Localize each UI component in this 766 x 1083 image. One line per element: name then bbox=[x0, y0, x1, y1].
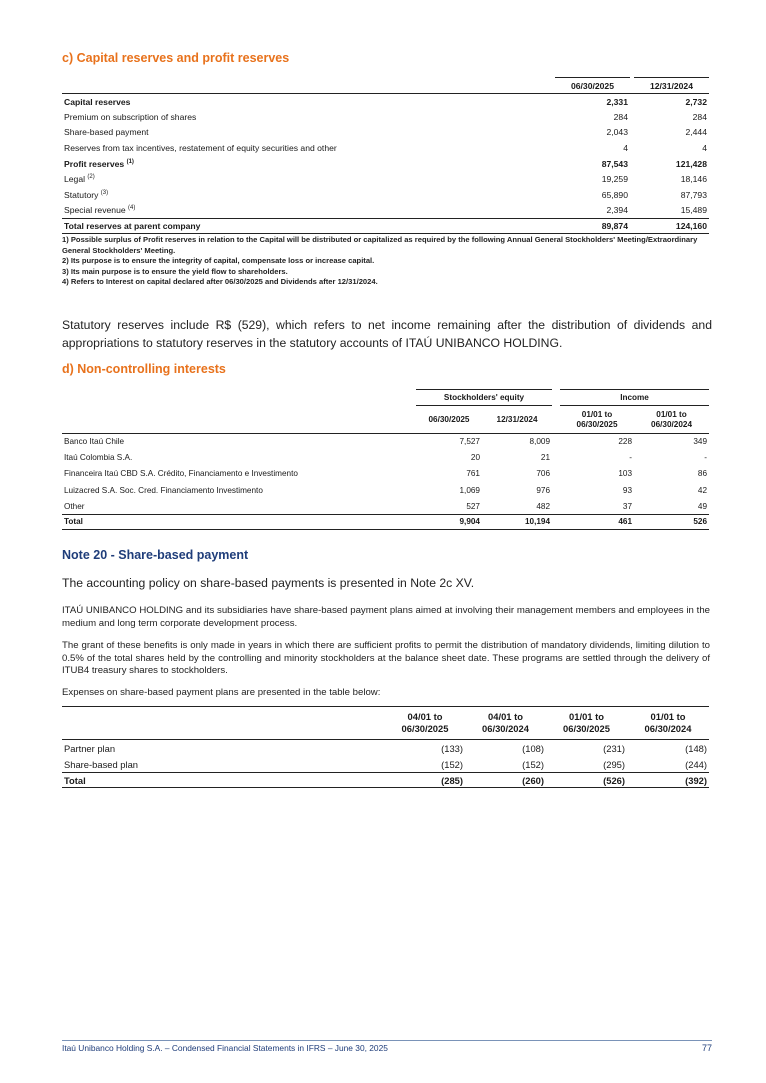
page-number: 77 bbox=[701, 1043, 712, 1053]
row-value: 87,793 bbox=[680, 189, 707, 200]
table-row bbox=[62, 203, 709, 219]
row-value: 761 bbox=[466, 469, 480, 479]
row-value: 2,043 bbox=[606, 127, 628, 138]
row-value: (133) bbox=[441, 742, 463, 754]
footnote-ref: (2) bbox=[87, 174, 95, 181]
col-header: 01/01 to 06/30/2025 bbox=[546, 707, 627, 740]
row-value: 20 bbox=[470, 453, 480, 463]
row-label: Share-based payment bbox=[64, 127, 149, 138]
row-value: 49 bbox=[697, 501, 708, 511]
row-label: Share-based plan bbox=[64, 758, 139, 770]
row-value: 93 bbox=[622, 485, 633, 495]
row-value: 976 bbox=[536, 485, 551, 495]
row-value: 86 bbox=[697, 469, 708, 479]
row-value: 7,527 bbox=[416, 434, 482, 450]
row-label-cell bbox=[62, 187, 552, 203]
col-header: 01/01 to 06/30/2024 bbox=[627, 707, 709, 740]
row-value: 1,069 bbox=[459, 485, 480, 495]
row-value: - bbox=[704, 453, 708, 463]
note-20-title: Note 20 - Share-based payment bbox=[62, 548, 249, 562]
row-label: Financeira Itaú CBD S.A. Crédito, Financiamento e Investimento bbox=[64, 469, 298, 479]
table-row bbox=[62, 109, 709, 125]
total-value: 10,194 bbox=[482, 514, 552, 529]
row-label: Statutory bbox=[64, 189, 99, 200]
col-header: 12/31/2024 bbox=[496, 414, 538, 424]
group-header: Income bbox=[560, 390, 709, 406]
note-20-paragraph-3: Expenses on share-based payment plans are presented in the table below: bbox=[62, 687, 381, 698]
total-value: (260) bbox=[465, 773, 546, 788]
row-label-cell bbox=[62, 171, 552, 187]
footnote-ref: (4) bbox=[128, 205, 136, 212]
row-label: Luizacred S.A. Soc. Cred. Financiamento Investimento bbox=[64, 485, 263, 495]
row-label: Legal bbox=[64, 174, 86, 185]
row-value: 103 bbox=[618, 469, 633, 479]
row-value: 121,428 bbox=[675, 158, 707, 169]
footer-text: Itaú Unibanco Holding S.A. – Condensed Financial Statements in IFRS – June 30, 2025 bbox=[62, 1043, 388, 1053]
total-row bbox=[62, 218, 709, 234]
table-row bbox=[62, 740, 709, 757]
note-20-paragraph-1: ITAÚ UNIBANCO HOLDING and its subsidiaries have share-based payment plans aimed at involving their management members and employees in the medium and long term corporate development process. bbox=[62, 605, 710, 629]
table-row bbox=[62, 498, 709, 514]
row-value: 706 bbox=[536, 469, 551, 479]
footnote: 3) Its main purpose is to ensure the yield flow to shareholders. bbox=[62, 266, 288, 276]
row-value: (295) bbox=[603, 758, 625, 770]
total-value: (392) bbox=[627, 773, 709, 788]
row-value: (152) bbox=[522, 758, 544, 770]
row-value: 4 bbox=[702, 143, 707, 154]
table-row bbox=[62, 187, 709, 203]
total-value: 526 bbox=[634, 514, 709, 529]
total-value: (285) bbox=[385, 773, 465, 788]
col-header: 12/31/2024 bbox=[634, 78, 709, 94]
row-label: Special revenue bbox=[64, 205, 126, 216]
footnote: 1) Possible surplus of Profit reserves in relation to the Capital will be distributed or capitalized as required by the following Annual General Stockholders' Meeting/Extraordinary General Stockholders' Meeting. bbox=[62, 235, 698, 255]
row-value: 527 bbox=[466, 501, 480, 511]
row-value: 42 bbox=[697, 485, 708, 495]
table-row bbox=[62, 756, 709, 773]
row-label: Other bbox=[64, 501, 85, 511]
footnote: 2) Its purpose is to ensure the integrity of capital, compensate loss or increase capital. bbox=[62, 256, 375, 266]
note-20-paragraph-2: The grant of these benefits is only made in years in which there are sufficient profits to permit the distribution of mandatory dividends, limiting dilution to 0.5% of the total shares held by the controlling and minority stockholders at the balance sheet date. These programs are settled through the delivery of ITUB4 treasury shares to stockholders. bbox=[62, 640, 710, 677]
total-value: 9,904 bbox=[416, 514, 482, 529]
table-row bbox=[62, 482, 709, 498]
table-row bbox=[62, 140, 709, 156]
row-value: 2,732 bbox=[634, 94, 709, 110]
share-based-expenses-table bbox=[62, 706, 709, 788]
row-value: 284 bbox=[613, 111, 628, 122]
total-value: 89,874 bbox=[555, 218, 630, 234]
row-label: Banco Itaú Chile bbox=[62, 434, 416, 450]
total-value: 124,160 bbox=[634, 218, 709, 234]
table-row bbox=[62, 125, 709, 141]
total-row bbox=[62, 514, 709, 529]
row-label: Itaú Colombia S.A. bbox=[64, 453, 133, 463]
row-value: 15,489 bbox=[680, 205, 707, 216]
group-header: Stockholders' equity bbox=[416, 390, 552, 406]
row-value: 87,543 bbox=[601, 158, 628, 169]
table-row bbox=[62, 156, 709, 172]
row-label: Reserves from tax incentives, restatement of equity securities and other bbox=[64, 143, 337, 154]
row-value: (152) bbox=[441, 758, 463, 770]
row-label: Capital reserves bbox=[62, 94, 552, 110]
row-label-cell bbox=[62, 203, 552, 219]
col-header: 06/30/2025 bbox=[428, 414, 470, 424]
statutory-paragraph: Statutory reserves include R$ (529), which refers to net income remaining after the distribution of dividends and appropriations to statutory reserves in the statutory accounts of ITAÚ UNIBANCO HOLDING. bbox=[62, 318, 712, 350]
col-header: 06/30/2025 bbox=[555, 78, 630, 94]
total-row bbox=[62, 773, 709, 788]
col-header: 01/01 to 06/30/2024 bbox=[651, 409, 693, 429]
row-value: 19,259 bbox=[601, 174, 628, 185]
row-value: (108) bbox=[522, 742, 544, 754]
row-value: (148) bbox=[685, 742, 707, 754]
row-value: 37 bbox=[622, 501, 633, 511]
non-controlling-interests-table bbox=[62, 389, 709, 530]
note-20-intro: The accounting policy on share-based payments is presented in Note 2c XV. bbox=[62, 576, 475, 590]
row-value: 482 bbox=[536, 501, 551, 511]
table-row bbox=[62, 450, 709, 466]
total-label: Total reserves at parent company bbox=[62, 218, 552, 234]
row-value: 228 bbox=[560, 434, 634, 450]
col-header: 04/01 to 06/30/2024 bbox=[465, 707, 546, 740]
table-row bbox=[62, 434, 709, 450]
row-label: Profit reserves bbox=[64, 158, 125, 169]
row-label-cell bbox=[62, 156, 552, 172]
table-row bbox=[62, 171, 709, 187]
row-label: Premium on subscription of shares bbox=[64, 111, 197, 122]
total-label: Total bbox=[62, 514, 416, 529]
footnote: 4) Refers to Interest on capital declared after 06/30/2025 and Dividends after 12/31/2024. bbox=[62, 277, 378, 287]
footnotes bbox=[62, 235, 712, 288]
row-value: 2,444 bbox=[685, 127, 707, 138]
footer-divider bbox=[62, 1040, 712, 1041]
row-value: 18,146 bbox=[680, 174, 707, 185]
row-value: (244) bbox=[685, 758, 707, 770]
row-value: 4 bbox=[623, 143, 628, 154]
section-d-title: d) Non-controlling interests bbox=[62, 362, 226, 376]
section-c-title: c) Capital reserves and profit reserves bbox=[62, 51, 290, 65]
table-row bbox=[62, 466, 709, 482]
col-header: 04/01 to 06/30/2025 bbox=[385, 707, 465, 740]
row-value: - bbox=[629, 453, 633, 463]
row-value: 2,394 bbox=[606, 205, 628, 216]
row-value: (231) bbox=[603, 742, 625, 754]
total-label: Total bbox=[62, 773, 385, 788]
row-value: 349 bbox=[634, 434, 709, 450]
capital-reserves-table bbox=[62, 77, 709, 234]
row-value: 284 bbox=[692, 111, 707, 122]
table-row bbox=[62, 94, 709, 110]
row-label: Partner plan bbox=[64, 742, 116, 754]
row-value: 65,890 bbox=[601, 189, 628, 200]
col-header: 01/01 to 06/30/2025 bbox=[576, 409, 618, 429]
footnote-ref: (1) bbox=[126, 158, 134, 165]
row-value: 2,331 bbox=[555, 94, 630, 110]
total-value: (526) bbox=[546, 773, 627, 788]
total-value: 461 bbox=[560, 514, 634, 529]
footnote-ref: (3) bbox=[100, 190, 109, 196]
row-value: 21 bbox=[540, 453, 551, 463]
row-value: 8,009 bbox=[482, 434, 552, 450]
